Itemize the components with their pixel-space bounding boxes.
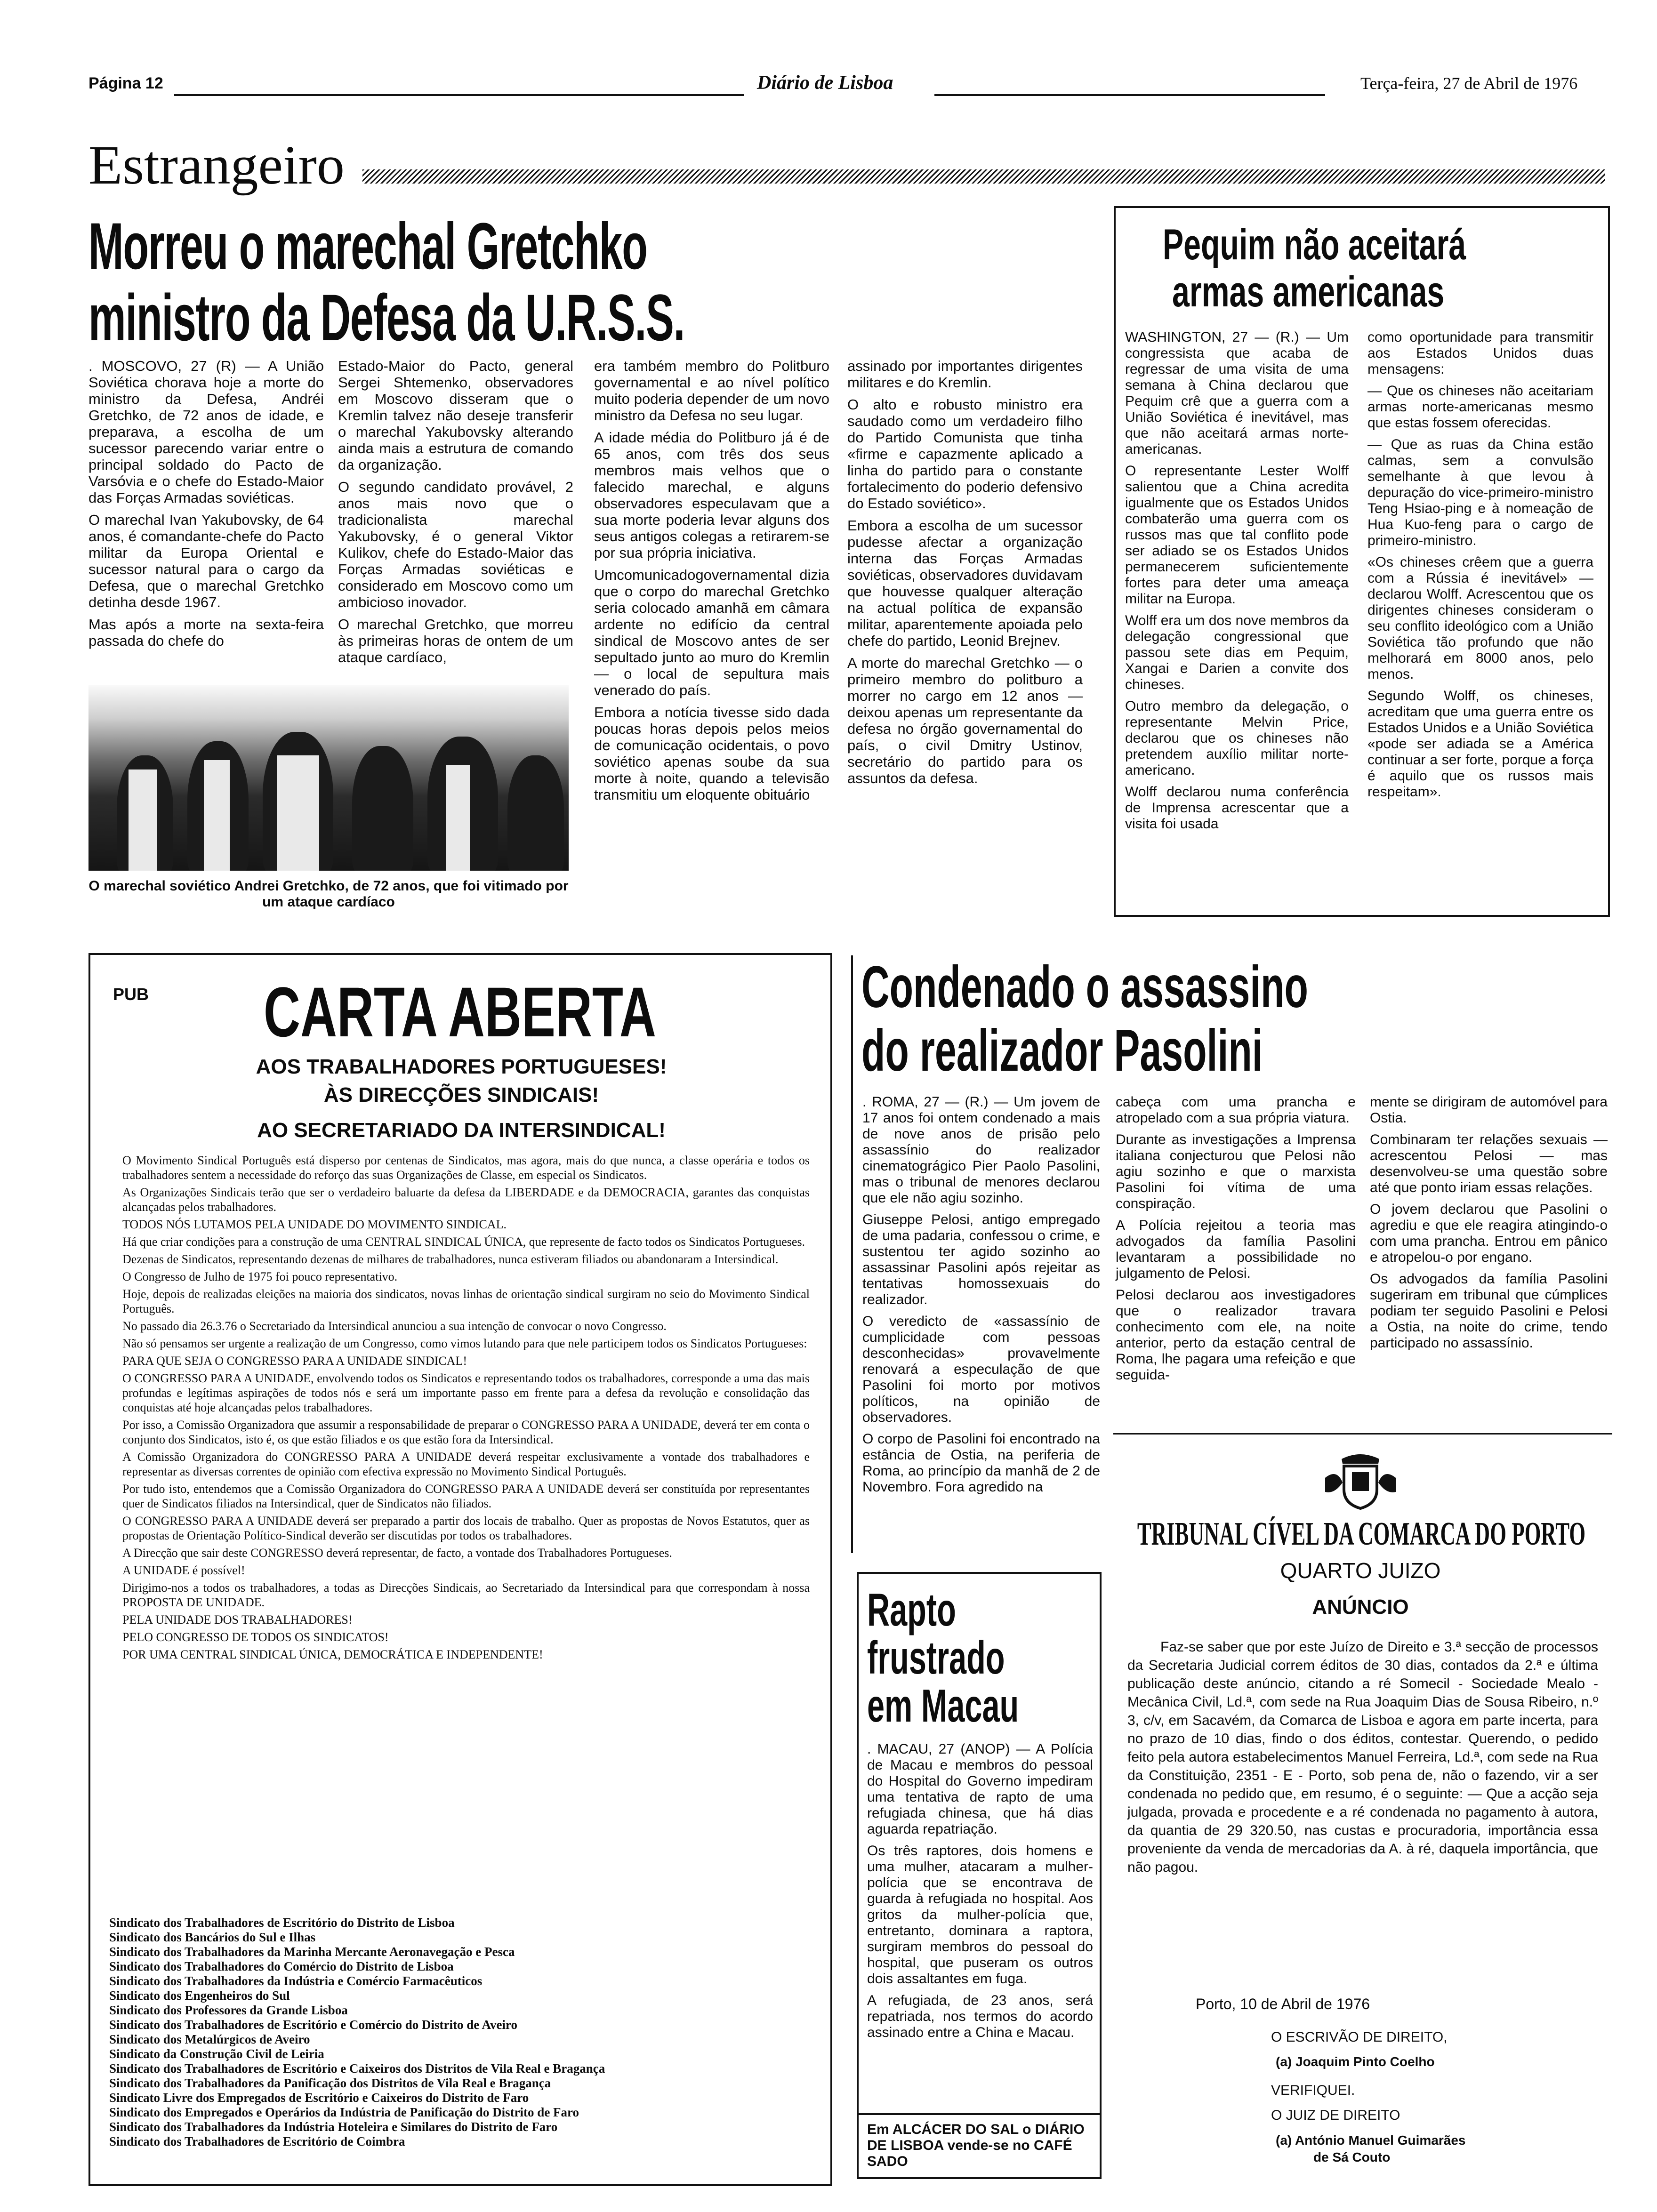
macau-box-divider: [857, 2113, 1102, 2115]
main-headline-1: Morreu o marechal Gretchko: [88, 209, 647, 283]
signatory: Sindicato dos Trabalhadores de Escritório e Comércio do Distrito de Aveiro: [109, 2018, 517, 2032]
tribunal-border-top: [1113, 1433, 1612, 1435]
tribunal-place-date: Porto, 10 de Abril de 1976: [1196, 1996, 1370, 2012]
pasolini-col-2: cabeça com uma prancha e atropelado com a sua própria viatura. Durante as investigações a Imprensa italiana conjecturou que Pelosi não agiu sozinho e que o marxista Pasolini foi vítima de uma conspiração. A Polícia rejeitou a teoria mas advogados da família Pasolini levantaram a possibilidade no julgamento de Pelosi. Pelosi declarou aos investigadores que o realizador travara conhecimento com ele, na noite anterior, perto da estação central de Roma, lhe pagara uma refeição e que seguida-: [1116, 1094, 1356, 1383]
page-number: Página 12: [88, 74, 163, 92]
signatory: Sindicato dos Trabalhadores da Indústria e Comércio Farmacêuticos: [109, 1974, 483, 1988]
signatory: Sindicato dos Bancários do Sul e Ilhas: [109, 1930, 316, 1944]
macau-headline-2: frustrado: [867, 1632, 1005, 1683]
tribunal-juiz-signature-2: de Sá Couto: [1313, 2150, 1391, 2164]
signatory: Sindicato dos Trabalhadores da Indústria Hoteleira e Similares do Distrito de Faro: [109, 2120, 558, 2134]
masthead: Diário de Lisboa: [757, 72, 893, 94]
macau-headline-1: Rapto: [867, 1584, 956, 1635]
carta-sub-2: ÀS DIRECÇÕES SINDICAIS!: [323, 1083, 599, 1106]
carta-sub-1: AOS TRABALHADORES PORTUGUESES!: [256, 1055, 667, 1078]
signatory: Sindicato dos Professores da Grande Lisboa: [109, 2003, 348, 2017]
tribunal-escrivao-signature: (a) Joaquim Pinto Coelho: [1276, 2054, 1435, 2069]
signatory: Sindicato dos Metalúrgicos de Aveiro: [109, 2032, 310, 2046]
pasolini-headline-2: do realizador Pasolini: [861, 1018, 1263, 1083]
tribunal-title: TRIBUNAL CÍVEL DA COMARCA DO PORTO: [1137, 1516, 1586, 1552]
issue-date: Terça-feira, 27 de Abril de 1976: [1360, 74, 1578, 93]
pequim-col-1: WASHINGTON, 27 — (R.) — Um congressista que acaba de regressar de uma visita de uma semana à China declarou que Pequim crê que a guerra com a União Soviética é inevitável, mas que não aceitará armas norte-americanas. O representante Lester Wolff salientou que a China acredita igualmente que os Estados Unidos combaterão uma guerra com os russos mas que tal conflito pode ser adiado se os Estados Unidos permanecerem suficientemente fortes para deter uma ameaça militar na Europa. Wolff era um dos nove membros da delegação congressional que passou sete dias em Pequim, Xangai e Darien a convite dos chineses. Outro membro da delegação, o representante Melvin Price, declarou que os chineses não pretendem auxílio militar norte-americano. Wolff declarou numa conferência de Imprensa acrescentar que a visita foi usada: [1125, 329, 1349, 832]
pub-label: PUB: [113, 985, 149, 1004]
signatory: Sindicato dos Trabalhadores de Escritório de Coimbra: [109, 2134, 405, 2148]
section-hatch-rule: [362, 169, 1605, 184]
tribunal-juiz-signature-1: (a) António Manuel Guimarães: [1276, 2133, 1466, 2148]
signatory: Sindicato dos Trabalhadores da Panificação dos Distritos de Vila Real e Bragança: [109, 2076, 551, 2090]
pequim-col-2: como oportunidade para transmitir aos Estados Unidos duas mensagens: — Que os chineses não aceitariam armas norte-americanas mesmo que estas fossem oferecidas. — Que as ruas da China estão calmas, sem a convulsão semelhante à que levou à depuração do vice-primeiro-ministro Teng Hsiao-ping e à nomeação de Hua Kuo-feng para o cargo de primeiro-ministro. «Os chineses crêem que a guerra com a Rússia é inevitável» — declarou Wolff. Acrescentou que os dirigentes chineses consideram o seu conflito ideológico com a União Soviética tão profundo que não melhorará em 8000 anos, pelo menos. Segundo Wolff, os chineses, acreditam que uma guerra entre os Estados Unidos e a União Soviética «pode ser adiada se a América continuar a ser forte, porque a força é aquilo que os russos mais respeitam».: [1367, 329, 1593, 800]
main-col-1: . MOSCOVO, 27 (R) — A União Soviética chorava hoje a morte do ministro da Defesa, Andréi Gretchko, de 72 anos de idade, e preparava, a escolha de um sucessor parecendo variar entre o principal soldado do Pacto de Varsóvia e o chefe do Estado-Maior das Forças Armadas soviéticas. O marechal Ivan Yakubovsky, de 64 anos, é comandante-chefe do Pacto militar da Europa Oriental e sucessor natural para o cargo da Defesa, que o marechal Gretchko detinha desde 1967. Mas após a morte na sexta-feira passada do chefe do: [88, 358, 324, 649]
macau-body: . MACAU, 27 (ANOP) — A Polícia de Macau e membros do pessoal do Hospital do Governo impediram uma tentativa de rapto de uma refugiada chinesa, que há dias aguarda repatriação. Os três raptores, dois homens e uma mulher, atacaram a mulher-polícia que se encontrava de guarda à refugiada no hospital. Aos gritos da mulher-polícia que, entretanto, dominara a raptora, surgiram membros do pessoal do hospital, que puseram os outros dois assaltantes em fuga. A refugiada, de 23 anos, será repatriada, nos termos do acordo assinado entre a China e Macau.: [867, 1741, 1093, 2040]
carta-body: O Movimento Sindical Português está disperso por centenas de Sindicatos, mas agora, mais do que nunca, a classe operária e todos os trabalhadores sentem a necessidade do reforço das suas Organizações de Classe, em especial os Sindicatos. As Organizações Sindicais terão que ser o verdadeiro baluarte da defesa da LIBERDADE e da DEMOCRACIA, garantes das conquistas alcançadas pelos trabalhadores. TODOS NÓS LUTAMOS PELA UNIDADE DO MOVIMENTO SINDICAL. Há que criar condições para a construção de uma CENTRAL SINDICAL ÚNICA, que represente de facto todos os Sindicatos Portugueses. Dezenas de Sindicatos, representando dezenas de milhares de trabalhadores, nunca estiveram filiados ou abandonaram a Intersindical. O Congresso de Julho de 1975 foi pouco representativo. Hoje, depois de realizadas eleições na maioria dos sindicatos, novas linhas de orientação sindical surgiram no seio do Movimento Sindical Português. No passado dia 26.3.76 o Secretariado da Intersindical anunciou a sua intenção de convocar o novo Congresso. Não só pensamos ser urgente a realização de um Congresso, como vimos lutando para que nele participem todos os Sindicatos Portugueses: PARA QUE SEJA O CONGRESSO PARA A UNIDADE SINDICAL! O CONGRESSO PARA A UNIDADE, envolvendo todos os Sindicatos e representando todos os trabalhadores, corresponde a uma das mais profundas e legítimas aspirações de todos nós e será um importante passo em frente para a defesa da revolução e consolidação das conquistas até hoje alcançadas pelos trabalhadores. Por isso, a Comissão Organizadora que assumir a responsabilidade de preparar o CONGRESSO PARA A UNIDADE, deverá ter em conta o conjunto dos Sindicatos, isto é, os que estão filiados e os que estão fora da Intersindical. A Comissão Organizadora do CONGRESSO PARA A UNIDADE deverá respeitar exclusivamente a vontade dos trabalhadores e representar as diversas correntes de opinião com efectiva expressão no Movimento Sindical Português. Por tudo isto, entendemos que a Comissão Organizadora do CONGRESSO PARA A UNIDADE deverá ser constituída por representantes quer de Sindicatos filiados na Intersindical, quer de Sindicatos não filiados. O CONGRESSO PARA A UNIDADE deverá ser preparado a partir dos locais de trabalho. Quer as propostas de Novos Estatutos, quer as propostas de Orientação Político-Sindical deverão ser discutidas por todos os trabalhadores. A Direcção que sair deste CONGRESSO deverá representar, de facto, a vontade dos Trabalhadores Portugueses. A UNIDADE é possível! Dirigimo-nos a todos os trabalhadores, a todas as Direcções Sindicais, ao Secretariado da Intersindical para que correspondam à nossa PROPOSTA DE UNIDADE. PELA UNIDADE DOS TRABALHADORES! PELO CONGRESSO DE TODOS OS SINDICATOS! POR UMA CENTRAL SINDICAL ÚNICA, DEMOCRÁTICA E INDEPENDENTE!: [122, 1154, 810, 1661]
header-rule-left: [174, 94, 744, 96]
pasolini-border-left: [851, 955, 853, 1553]
tribunal-verifiquei: VERIFIQUEI.: [1271, 2083, 1355, 2098]
signatory: Sindicato dos Trabalhadores de Escritório do Distrito de Lisboa: [109, 1915, 455, 1930]
main-headline-2: ministro da Defesa da U.R.S.S.: [88, 281, 685, 354]
coat-of-arms-emblem: [1323, 1450, 1398, 1511]
main-col-4: assinado por importantes dirigentes militares e do Kremlin. O alto e robusto ministro era saudado como um verdadeiro filho do Partido Comunista que tinha «firme e capazmente aplicado a linha do partido para o constante fortalecimento do poderio defensivo do Estado soviético». Embora a escolha de um sucessor pudesse afectar a organização interna das Forças Armadas soviéticas, observadores duvidavam que houvesse qualquer alteração na actual política de expansão militar, aparentemente apoiada pelo chefe do partido, Leonid Brejnev. A morte do marechal Gretchko — o primeiro membro do politburo a morrer no cargo em 12 anos — deixou apenas um representante da defesa no órgão governamental do país, o civil Dmitry Ustinov, secretário do partido para os assuntos da defesa.: [847, 358, 1083, 786]
pequim-headline-2: armas americanas: [1172, 268, 1445, 316]
tribunal-text: Faz-se saber que por este Juízo de Direito e 3.ª secção de processos da Secretaria Judicial correm éditos de 30 dias, contados da 2.ª e última publicação deste anúncio, citando a ré Somecil - Sociedade Mealo - Mecânica Civil, Ld.ª, com sede na Rua Joaquim Dias de Sousa Ribeiro, n.º 3, c/v, em Sacavém, da Comarca de Lisboa e agora em parte incerta, para no prazo de 10 dias, findo o dos éditos, contestar. Querendo, o pedido feito pela autora estabelecimentos Manuel Ferreira, Ld.ª, com sede na Rua da Constituição, 2351 - E - Porto, sob pena de, não o fazendo, vir a ser condenada no pedido que, em resumo, é o seguinte: — Que a acção seja julgada, provada e procedente e a ré condenada no pagamento à autora, da quantia de 29 320.50, nas custas e procuradoria, importância essa proveniente da venda de mercadorias da A. à ré, daquela importância, que não pagou.: [1127, 1639, 1598, 1875]
pasolini-headline-1: Condenado o assassino: [861, 954, 1308, 1020]
macau-headline-3: em Macau: [867, 1680, 1019, 1731]
pequim-headline-1: Pequim não aceitará: [1163, 221, 1466, 269]
signatory: Sindicato Livre dos Empregados de Escritório e Caixeiros do Distrito de Faro: [109, 2091, 529, 2105]
tribunal-juiz: O JUIZ DE DIREITO: [1271, 2108, 1400, 2123]
main-col-3: era também membro do Politburo governamental e ao nível político muito poderia depender de um novo ministro da Defesa no seu lugar. A idade média do Politburo já é de 65 anos, com três dos seus membros mais velhos que o falecido marechal, e alguns observadores especulavam que a sua morte poderia levar alguns dos seus antigos colegas a retirarem-se por sua própria iniciativa. Umcomunicadogovernamental dizia que o corpo do marechal Gretchko seria colocado amanhã em câmara ardente no edifício da central sindical de Moscovo antes de ser sepultado junto ao muro do Kremlin — o local de sepultura mais venerado do país. Embora a notícia tivesse sido dada poucas horas depois pelos meios de comunicação ocidentais, o povo soviético apenas soube da sua morte à noite, quando a televisão transmitiu um eloquente obituário: [594, 358, 829, 803]
macau-sales-note: Em ALCÁCER DO SAL o DIÁRIO DE LISBOA vende-se no CAFÉ SADO: [867, 2122, 1085, 2169]
header-rule-right: [934, 94, 1325, 96]
pasolini-col-3: mente se dirigiram de automóvel para Ostia. Combinaram ter relações sexuais — acrescentou Pelosi — mas desenvolveu-se uma questão sobre até que ponto iriam essas relações. O jovem declarou que Pasolini o agrediu e que ele reagira atingindo-o com uma prancha. Entrou em pânico e atropelou-o por engano. Os advogados da família Pasolini sugeriram em tribunal que cúmplices podiam ter seguido Pasolini e Pelosi a Ostia, na noite do crime, tendo participado no assassínio.: [1370, 1094, 1608, 1351]
carta-sub-3: AO SECRETARIADO DA INTERSINDICAL!: [257, 1119, 666, 1142]
signatory: Sindicato dos Empregados e Operários da Indústria de Panificação do Distrito de Faro: [109, 2105, 579, 2119]
gretchko-photo: [88, 685, 569, 871]
section-title: Estrangeiro: [88, 134, 345, 196]
signatories-list: [109, 1915, 605, 2149]
signatory: Sindicato dos Engenheiros do Sul: [109, 1988, 290, 2003]
photo-caption: O marechal soviético Andrei Gretchko, de 72 anos, que foi vitimado por um ataque cardíaco: [88, 878, 569, 910]
tribunal-anuncio: ANÚNCIO: [1312, 1595, 1409, 1619]
signatory: Sindicato dos Trabalhadores de Escritório e Caixeiros dos Distritos de Vila Real e Bragança: [109, 2061, 605, 2076]
signatory: Sindicato dos Trabalhadores da Marinha Mercante Aeronavegação e Pesca: [109, 1945, 515, 1959]
tribunal-sub: QUARTO JUIZO: [1280, 1558, 1441, 1583]
tribunal-escrivao: O ESCRIVÃO DE DIREITO,: [1271, 2029, 1448, 2045]
pasolini-col-1: . ROMA, 27 — (R.) — Um jovem de 17 anos foi ontem condenado a mais de nove anos de prisão pelo assassínio do realizador cinematográgico Pier Paolo Pasolini, mas o tribunal de menores declarou que ele não agiu sozinho. Giuseppe Pelosi, antigo empregado de uma padaria, confessou o crime, e sustentou ter agido sozinho ao assassinar Pasolini após rejeitar as tentativas homossexuais do realizador. O veredicto de «assassínio de cumplicidade com pessoas desconhecidas» provavelmente renovará a especulação de que Pasolini foi morto por motivos políticos, na opinião de observadores. O corpo de Pasolini foi encontrado na estância de Ostia, na periferia de Roma, ao princípio da manhã de 2 de Novembro. Fora agredido na: [862, 1094, 1100, 1495]
signatory: Sindicato dos Trabalhadores do Comércio do Distrito de Lisboa: [109, 1959, 454, 1973]
signatory: Sindicato da Construção Civil de Leiria: [109, 2047, 324, 2061]
main-col-2: Estado-Maior do Pacto, general Sergei Shtemenko, observadores em Moscovo disseram que o Kremlin talvez não deseje transferir o marechal Yakubovsky alterando ainda mais a estrutura de comando da organização. O segundo candidato provável, 2 anos mais novo que o tradicionalista marechal Yakubovsky, é o general Viktor Kulikov, chefe do Estado-Maior das Forças Armadas soviéticas e considerado em Moscovo como um ambicioso inovador. O marechal Gretchko, que morreu às primeiras horas de ontem de um ataque cardíaco,: [338, 358, 573, 665]
carta-title: CARTA ABERTA: [264, 972, 656, 1051]
